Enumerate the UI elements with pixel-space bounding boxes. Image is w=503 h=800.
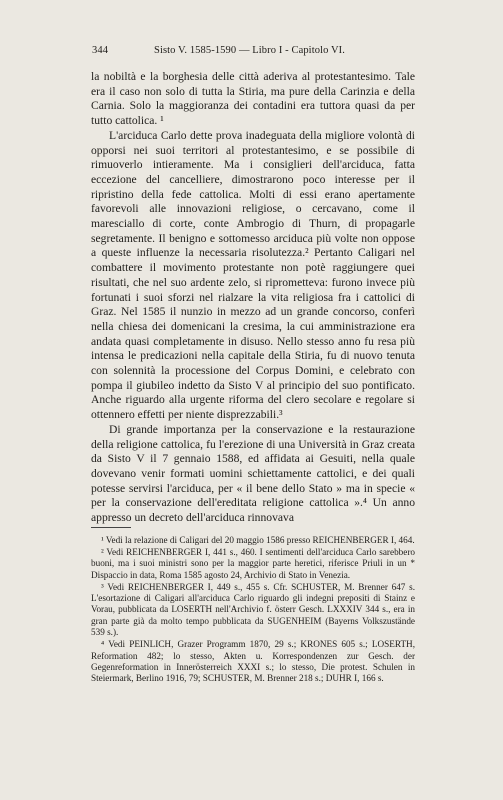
footnote: ⁴ Vedi PEINLICH, Grazer Programm 1870, 29 s.; KRONES 605 s.; LOSERTH, Reformation 482; lo stesso, Akten u. Korrespondenzen zur Gesch. der Gegenreformation in Innerösterreich XXXI s.; lo stesso, Die protest. Schulen in Steiermark, Berlino 1916, 79; SCHUSTER, M. Brenner 218 s.; DUHR I, 166 s. <box>91 639 415 684</box>
footnote-divider <box>91 527 131 528</box>
paragraph: Di grande importanza per la conservazione e la restaurazione della religione cattolica, fu l'erezione di una Università in Graz creata da Sisto V il 7 gennaio 1588, ed affidata ai Gesuiti, nella quale dovevano venir formati uomini schiettamente cattolici, e dei quali potesse servirsi l'arciduca, per « il bene dello Stato » ma in specie « per la conservazione dell'ereditata religione cattolica ».⁴ Un anno appresso un decreto dell'arciduca rinnovava <box>91 422 415 525</box>
running-title: Sisto V. 1585-1590 — Libro I - Capitolo VI. <box>154 45 345 56</box>
footnote: ² Vedi REICHENBERGER I, 441 s., 460. I sentimenti dell'arciduca Carlo sarebbero buoni, ma i suoi ministri sono per la maggior parte heretici, riferisce Priuli in un * Dispaccio in data, Roma 1585 agosto 24, Archivio di Stato in Venezia. <box>91 546 415 580</box>
paragraph: L'arciduca Carlo dette prova inadeguata della migliore volontà di opporsi nei suoi territori al protestantesimo, e se possibile di rimuoverlo intieramente. Ma i consiglieri dell'arciduca, fatta eccezione del cancelliere, dimostrarono poco interesse per il ripristino della fede cattolica. Molti di essi erano apertamente favorevoli alle innovazioni religiose, o cercavano, come il maresciallo di corte, conte Ambrogio di Thurn, di propagarle segretamente. Il benigno e sottomesso arciduca più volte non oppose a queste influenze la necessaria risolutezza.² Pertanto Caligari nel combattere il movimento protestante non potè raggiungere quei risultati, che nel suo ardente zelo, si riprometteva: furono invece più fortunati i suoi sforzi nel rialzare la vita religiosa fra i cattolici di Graz. Nel 1585 il nunzio in mezzo ad un grande concorso, conferì nella chiesa dei domenicani la cresima, la cui amministrazione era andata quasi completamente in disuso. Nello stesso anno fu resa più intensa le predicazioni nella capitale della Stiria, fu di nuovo tenuta con solennità la processione del Corpus Domini, e celebrato con pompa il giubileo indetto da Sisto V al principio del suo pontificato. Anche riguardo alla urgente riforma del clero secolare e regolare si ottennero effetti per niente disprezzabili.³ <box>91 128 415 422</box>
footnotes <box>91 535 415 685</box>
paragraph: la nobiltà e la borghesia delle città aderiva al protestantesimo. Tale era il caso non solo di tutta la Stiria, ma pure della Carinzia e della Carnia. Solo la maggioranza dei contadini era tuttora quasi da per tutto cattolica. ¹ <box>91 70 415 128</box>
footnote: ³ Vedi REICHENBERGER I, 449 s., 455 s. Cfr. SCHUSTER, M. Brenner 647 s. L'esortazione di Caligari all'arciduca Carlo riguardo gli indegni prepositi di Stainz e Vorau, pubblicata da LOSERTH nell'Archivio f. österr Gesch. LXXXIV 344 s., era in gran parte già da molto tempo pubblicata da SUGENHEIM (Bayerns Volkszustände 539 s.). <box>91 581 415 638</box>
footnote: ¹ Vedi la relazione di Caligari del 20 maggio 1586 presso REICHENBERGER I, 464. <box>101 535 415 545</box>
page-number: 344 <box>92 45 109 56</box>
main-text <box>91 70 415 526</box>
